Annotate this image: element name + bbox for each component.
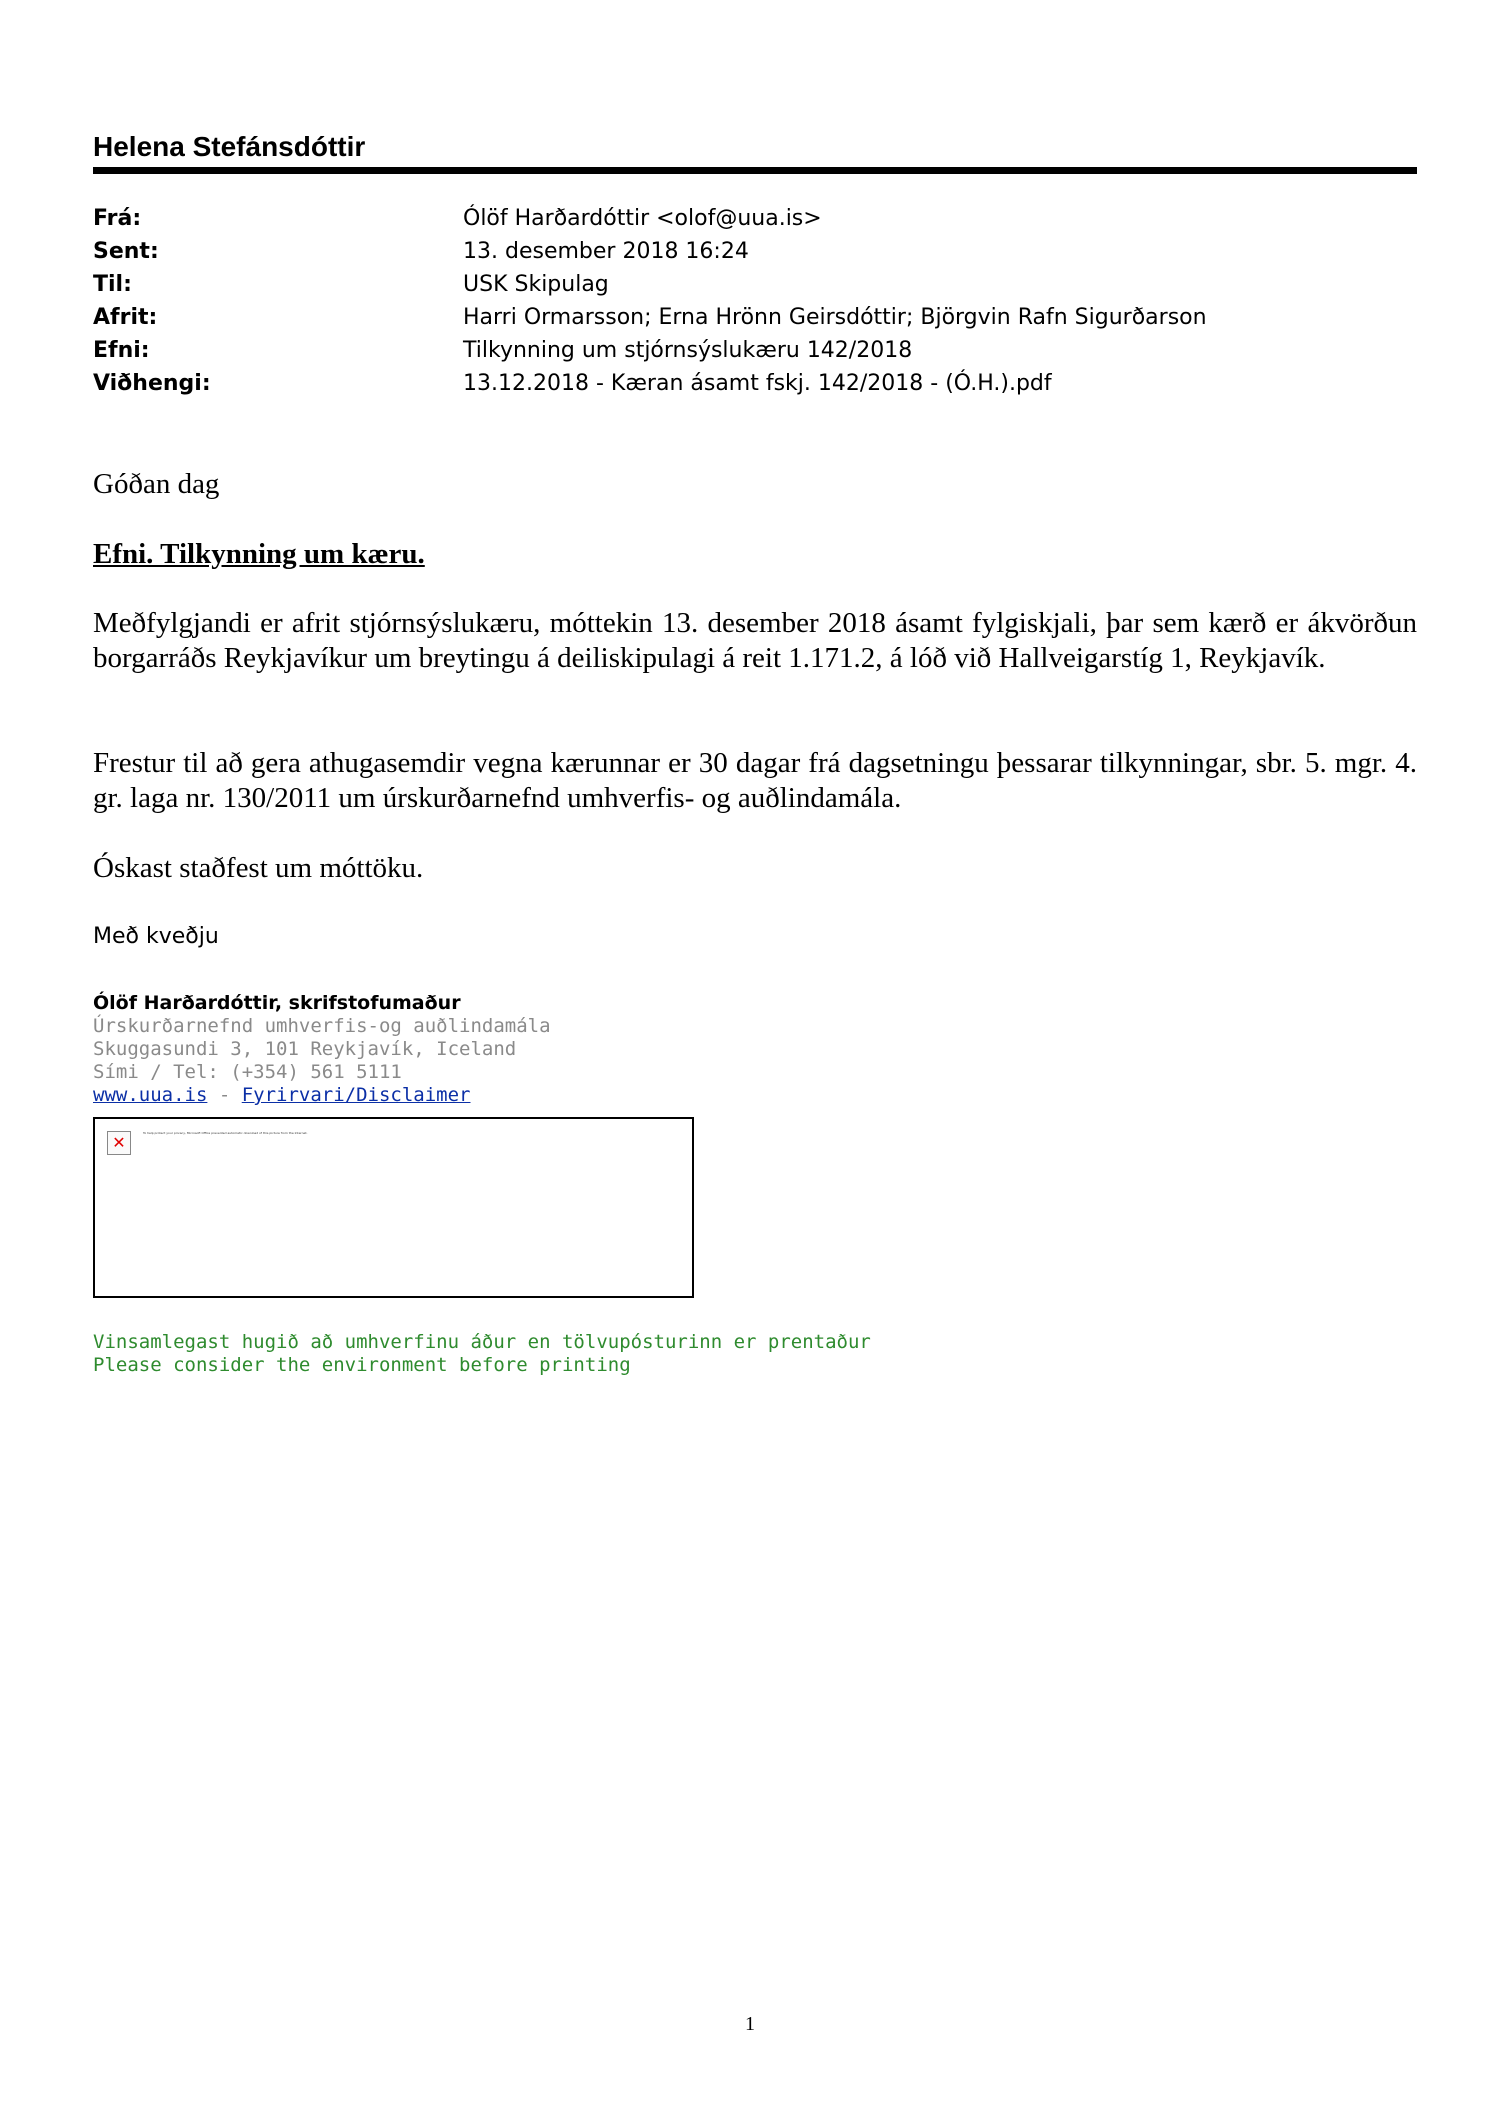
broken-image-icon: ✕ xyxy=(107,1131,131,1155)
to-value: USK Skipulag xyxy=(463,272,609,297)
disclaimer-link[interactable]: Fyrirvari/Disclaimer xyxy=(241,1084,471,1106)
header-row-attachment xyxy=(93,367,1423,400)
greeting: Góðan dag xyxy=(93,468,220,500)
signature-phone: Sími / Tel: (+354) 561 5111 xyxy=(93,1061,402,1083)
image-placeholder xyxy=(93,1117,694,1298)
from-value: Ólöf Harðardóttir <olof@uua.is> xyxy=(463,206,822,231)
header-row-cc xyxy=(93,301,1423,334)
header-divider xyxy=(93,167,1417,174)
page-number: 1 xyxy=(745,2013,755,2035)
header-row-to xyxy=(93,268,1423,301)
link-separator: - xyxy=(207,1084,242,1106)
from-label: Frá: xyxy=(93,206,142,231)
signature-name: Ólöf Harðardóttir, skrifstofumaður xyxy=(93,992,461,1014)
attachment-label: Viðhengi: xyxy=(93,371,211,396)
cc-value: Harri Ormarsson; Erna Hrönn Geirsdóttir; Björgvin Rafn Sigurðarson xyxy=(463,305,1207,330)
email-header xyxy=(93,202,1423,400)
sent-label: Sent: xyxy=(93,239,159,264)
header-row-subject xyxy=(93,334,1423,367)
subject-label: Efni: xyxy=(93,338,150,363)
mailbox-owner-name: Helena Stefánsdóttir xyxy=(93,131,366,162)
cc-label: Afrit: xyxy=(93,305,158,330)
body-paragraph-2: Frestur til að gera athugasemdir vegna kærunnar er 30 dagar frá dagsetningu þessarar tilkynningar, sbr. 5. mgr. 4. gr. laga nr. 130/2011 um úrskurðarnefnd umhverfis- og auðlindamála. xyxy=(93,747,1417,814)
to-label: Til: xyxy=(93,272,132,297)
environment-note-icelandic: Vinsamlegast hugið að umhverfinu áður en tölvupósturinn er prentaður xyxy=(93,1331,871,1353)
body-subject-line: Efni. Tilkynning um kæru. xyxy=(93,538,425,570)
closing: Með kveðju xyxy=(93,924,219,949)
environment-note xyxy=(93,1331,871,1377)
signature-organization: Úrskurðarnefnd umhverfis-og auðlindamála xyxy=(93,1015,551,1037)
body-paragraph-1: Meðfylgjandi er afrit stjórnsýslukæru, móttekin 13. desember 2018 ásamt fylgiskjali, þar sem kærð er ákvörðun borgarráðs Reykjavíkur um breytingu á deiliskipulagi á reit 1.171.2, á lóð við Hallveigarstíg 1, Reykjavík. xyxy=(93,607,1417,674)
environment-note-english: Please consider the environment before printing xyxy=(93,1354,631,1376)
website-link[interactable]: www.uua.is xyxy=(93,1084,208,1106)
signature-address: Skuggasundi 3, 101 Reykjavík, Iceland xyxy=(93,1038,517,1060)
signature-links xyxy=(93,1084,551,1107)
attachment-value[interactable]: 13.12.2018 - Kæran ásamt fskj. 142/2018 - (Ó.H.).pdf xyxy=(463,371,1052,396)
sent-value: 13. desember 2018 16:24 xyxy=(463,239,749,264)
signature-block xyxy=(93,992,551,1107)
header-row-sent xyxy=(93,235,1423,268)
body-paragraph-3: Óskast staðfest um móttöku. xyxy=(93,852,424,884)
image-placeholder-caption: To help protect your privacy, Microsoft Office prevented automatic download of this picture from the Internet. xyxy=(143,1131,308,1135)
subject-value: Tilkynning um stjórnsýslukæru 142/2018 xyxy=(463,338,913,363)
header-row-from xyxy=(93,202,1423,235)
